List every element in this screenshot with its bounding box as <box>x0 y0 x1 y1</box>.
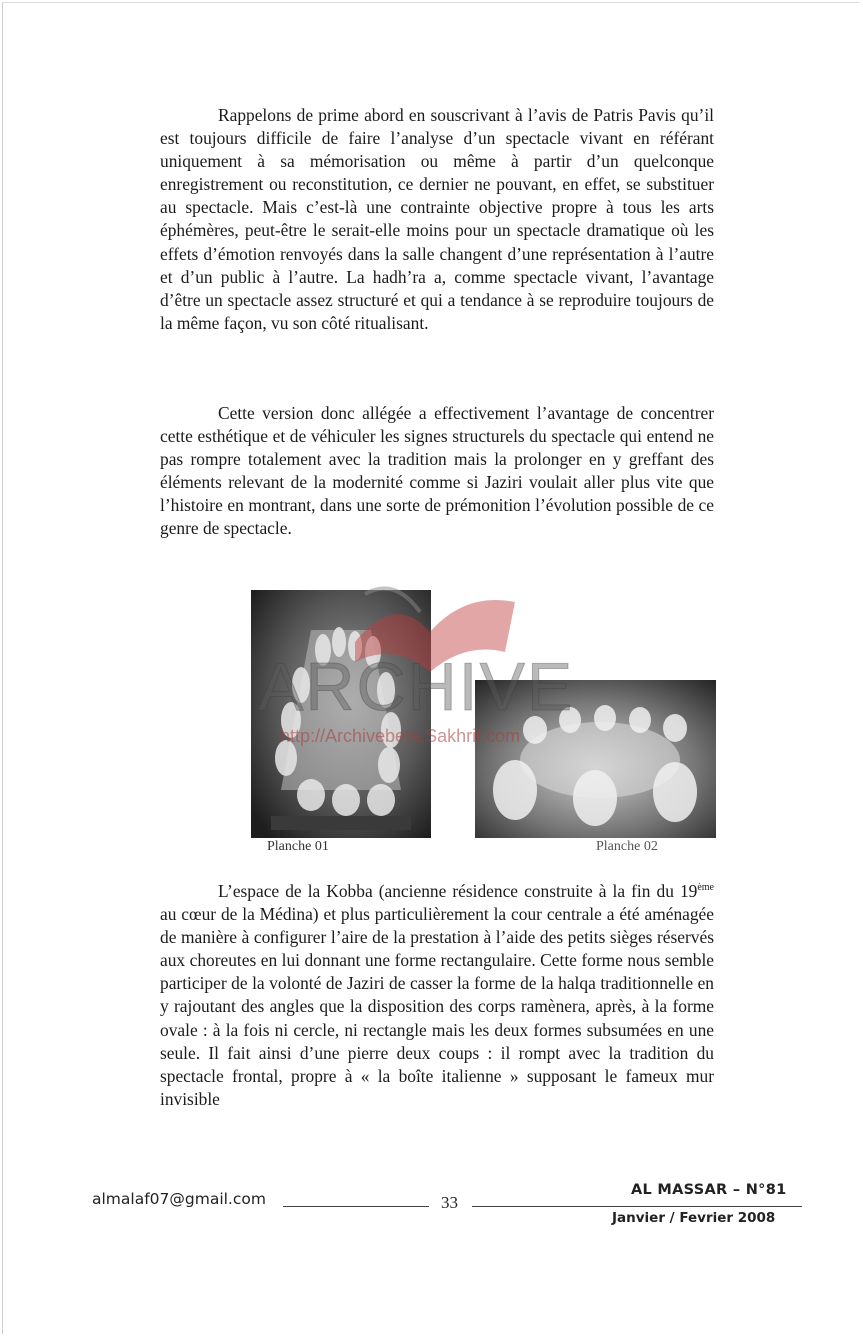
footer-rule-left <box>283 1206 429 1207</box>
plate-01-caption: Planche 01 <box>267 839 329 854</box>
paragraph-2-text: Cette version donc allégée a effectivement l’avantage de concentrer cette esthétique et de véhiculer les signes structurels du spectacle qui entend ne pas rompre totalement avec la tradition mais la prolonger en y greffant des éléments relevant de la modernité comme si Jaziri voulait aller plus vite que l’histoire en montrant, dans une sorte de prémonition l’évolution possible de ce genre de spectacle. <box>160 403 714 539</box>
footer-email: almalaf07@gmail.com <box>92 1190 266 1208</box>
article-paragraph-3 <box>160 880 714 1111</box>
page-number: 33 <box>441 1193 458 1212</box>
article-paragraph-2 <box>160 402 714 541</box>
paragraph-1-text: Rappelons de prime abord en souscrivant à l’avis de Patris Pavis qu’il est toujours difficile de faire l’analyse d’un spectacle vivant en référant uniquement à sa mémorisation ou même à partir d’un quelconque enregistrement ou reconstitution, ce dernier ne pouvant, en effet, se substituer au spectacle. Mais c’est-là une contrainte objective propre à tous les arts éphémères, peut-être le serait-elle moins pour un spectacle dramatique où les effets d’émotion renvoyés dans la salle changent d’une représentation à l’autre et d’un public à l’autre. La hadh’ra a, comme spectacle vivant, l’avantage d’être un spectacle assez structuré et qui a tendance à se reproduire toujours de la même façon, vu son côté ritualisant. <box>160 105 714 333</box>
journal-name: AL MASSAR – N°81 <box>631 1182 787 1198</box>
article-paragraph-1 <box>160 104 714 335</box>
paragraph-3-superscript: ème <box>697 882 714 893</box>
plate-02-caption: Planche 02 <box>596 839 658 854</box>
paragraph-3-part-b: au cœur de la Médina) et plus particulièrement la cour centrale a été aménagée de manière à configurer l’aire de la prestation à l’aide des petits sièges réservés aux choreutes en lui donnant une forme rectangulaire. Cette forme nous semble participer de la volonté de Jaziri de casser la forme de la halqa traditionnelle en y rajoutant des angles que la disposition des corps ramènera, après, à la forme ovale : à la fois ni cercle, ni rectangle mais les deux formes subsumées en une seule. Il fait ainsi d’une pierre deux coups : il rompt avec la tradition du spectacle frontal, propre à « la boîte italienne » supposant le fameux mur invisible <box>160 904 714 1109</box>
paragraph-3-part-a: L’espace de la Kobba (ancienne résidence construite à la fin du 19 <box>218 881 698 901</box>
watermark-url: http://Archivebeta.Sakhrit.com <box>280 726 521 746</box>
footer-rule-right <box>472 1206 802 1207</box>
journal-date: Janvier / Fevrier 2008 <box>612 1210 776 1226</box>
paragraph-3-text <box>160 880 714 1111</box>
watermark-title: ARCHIVE <box>258 649 575 725</box>
